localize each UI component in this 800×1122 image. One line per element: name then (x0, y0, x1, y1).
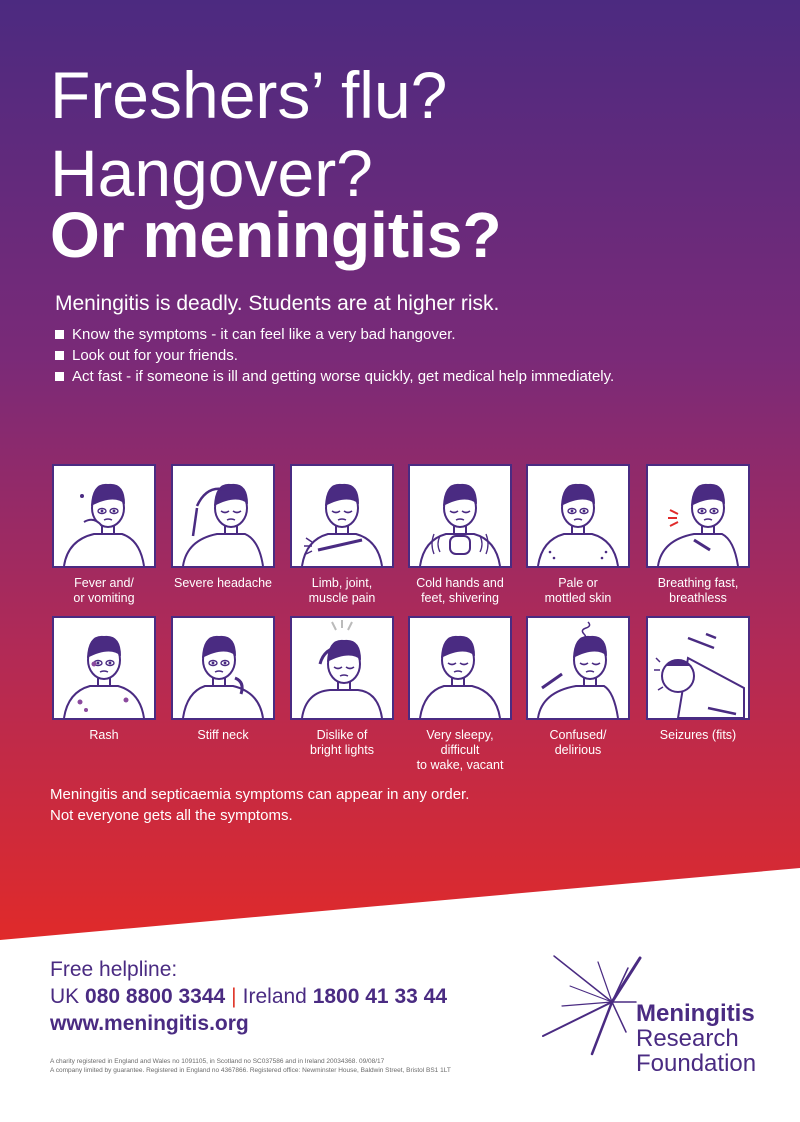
uk-phone-link[interactable]: 080 8800 3344 (85, 985, 226, 1008)
symptom-label: Dislike of bright lights (310, 728, 374, 757)
headline-line-1: Freshers’ flu? (50, 58, 448, 132)
symptom-card (524, 464, 632, 606)
severe-headache-icon (171, 464, 275, 568)
symptom-card (50, 616, 158, 743)
symptom-card (644, 616, 752, 743)
order-note-line-1: Meningitis and septicaemia symptoms can appear in any order. (50, 786, 470, 803)
uk-label: UK (50, 985, 80, 1008)
symptom-card (524, 616, 632, 758)
headline-line-3: Or meningitis? (50, 199, 502, 271)
symptom-label: Fever and/ or vomiting (73, 576, 135, 605)
symptom-label: Very sleepy, difficult to wake, vacant (416, 728, 504, 772)
logo-line-3: Foundation (636, 1050, 757, 1077)
seizures-icon (646, 616, 750, 720)
ireland-phone-link[interactable]: 1800 41 33 44 (312, 985, 447, 1008)
lead-text: Meningitis is deadly. Students are at higher risk. (55, 292, 500, 315)
legal-text (50, 1057, 451, 1075)
order-note (50, 784, 469, 826)
cold-hands-icon (408, 464, 512, 568)
symptom-card (288, 464, 396, 606)
bullet-square-icon (55, 351, 64, 360)
logo-line-2: Research (636, 1025, 739, 1052)
bullet-item (55, 366, 614, 387)
rash-icon (52, 616, 156, 720)
limb-pain-icon (290, 464, 394, 568)
helpline-block (50, 958, 447, 1036)
symptom-card (169, 616, 277, 743)
order-note-line-2: Not everyone gets all the symptoms. (50, 807, 293, 824)
symptom-label: Rash (89, 728, 119, 742)
symptom-card (169, 464, 277, 591)
legal-line-2: A company limited by guarantee. Registered in England no 4367866. Registered office: Newminster House, Baldwin Street, Bristol BS1 1LT (50, 1067, 451, 1074)
symptom-card (50, 464, 158, 606)
bright-lights-icon (290, 616, 394, 720)
bullet-square-icon (55, 330, 64, 339)
very-sleepy-icon (408, 616, 512, 720)
confused-icon (526, 616, 630, 720)
symptom-card (288, 616, 396, 758)
fever-vomiting-icon (52, 464, 156, 568)
stiff-neck-icon (171, 616, 275, 720)
symptom-label: Stiff neck (197, 728, 249, 742)
bullet-square-icon (55, 372, 64, 381)
bullet-text: Act fast - if someone is ill and getting worse quickly, get medical help immediately. (72, 368, 615, 385)
bullet-text: Know the symptoms - it can feel like a very bad hangover. (72, 326, 456, 343)
ireland-label: Ireland (242, 985, 307, 1008)
bullet-text: Look out for your friends. (72, 347, 238, 364)
separator: | (231, 985, 237, 1008)
symptom-label: Pale or mottled skin (544, 576, 612, 605)
helpline-numbers (50, 985, 447, 1009)
logo-line-1: Meningitis (636, 1000, 755, 1027)
symptom-label: Severe headache (174, 576, 272, 590)
symptom-card (406, 464, 514, 606)
symptom-card (406, 616, 514, 773)
symptom-label: Seizures (fits) (659, 728, 737, 742)
logo-wordmark (636, 1001, 756, 1076)
website-link[interactable]: www.meningitis.org (50, 1012, 249, 1035)
symptom-label: Confused/ delirious (549, 728, 607, 757)
headline-line-2: Hangover? (50, 136, 373, 210)
bullet-list (55, 324, 614, 387)
symptom-label: Cold hands and feet, shivering (416, 576, 504, 605)
symptom-card (644, 464, 752, 606)
breathing-fast-icon (646, 464, 750, 568)
helpline-title: Free helpline: (50, 958, 178, 981)
bullet-item (55, 324, 614, 345)
bullet-item (55, 345, 614, 366)
legal-line-1: A charity registered in England and Wales no 1091105, in Scotland no SC037586 and in Ireland 20034368. 09/08/17 (50, 1058, 385, 1065)
symptom-label: Breathing fast, breathless (657, 576, 739, 605)
symptom-label: Limb, joint, muscle pain (308, 576, 376, 605)
pale-skin-icon (526, 464, 630, 568)
